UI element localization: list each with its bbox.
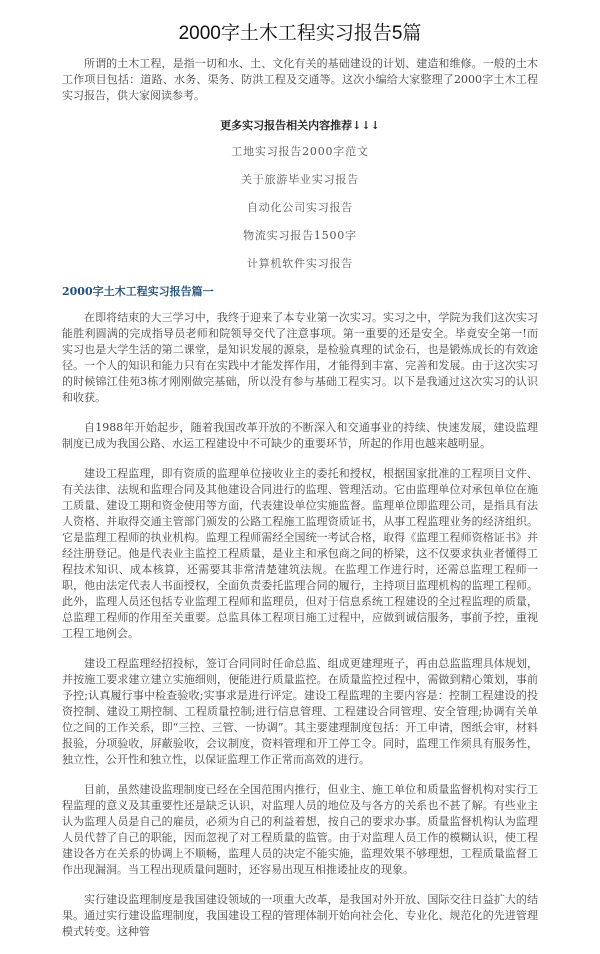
section-heading: 2000字土木工程实习报告篇一	[62, 285, 214, 298]
body-paragraph: 目前，虽然建设监理制度已经在全国范围内推行，但业主、施工单位和质量监督机构对实行工程监理的意义及其重要性还是缺乏认识，对监理人员的地位及与各方的关系也不甚了解。有些业主认为监理人员是自己的雇员，必须为自己的利益着想，按自己的要求办事。质量监督机构认为监理人员代替了自己的职能，因而忽视了对工程质量的监管。由于对监理人员工作的模糊认识，使工程建设各方在关系的协调上不顺畅，监理人员的决定不能实施，监理效果不够理想，工程质量监督工作出现漏洞。当工程出现质量问题时，还容易出现互相推诿扯皮的现象。	[62, 783, 538, 876]
body-paragraph: 建设工程监理，即有资质的监理单位接收业主的委托和授权，根据国家批准的工程项目文件、有关法律、法规和监理合同及其他建设合同进行的监理、管理活动。它由监理单位对承包单位在施工质量、建设工期和资金使用等方面，代表建设单位实施监督。监理单位即监理公司，是指具有法人资格、并取得交通主管部门颁发的公路工程施工监理资质证书，从事工程监理业务的经济组织。它是监理工程师的执业机构。监理工程师需经全国统一考试合格，取得《监理工程师资格证书》并经注册登记。他是代表业主监控工程质量，是业主和承包商之间的桥梁，这不仅要求执业者懂得工程技术知识、成本核算，还需要其非常清楚建筑法规。在监理工作进行时，还需总监理工程师一职，他由法定代表人书面授权，全面负责委托监理合同的履行，主持项目监理机构的监理工程师。此外，监理人员还包括专业监理工程师和监理员，但对于信息系统工程建设的全过程监理的质量，总监理工程师的作用至关重要。总监具体工程项目施工过程中，应做到诚信服务，事前予控，重视工程工地例会。	[62, 467, 538, 640]
recommendation-link[interactable]: 自动化公司实习报告	[246, 201, 354, 214]
document-title: 2000字土木工程实习报告5篇	[178, 23, 422, 44]
recommendation-link[interactable]: 物流实习报告1500字	[243, 229, 357, 242]
body-paragraph: 自1988年开始起步，随着我国改革开放的不断深入和交通事业的持续、快速发展，建设监理制度已成为我国公路、水运工程建设中不可缺少的重要环节，所起的作用也越来越明显。	[62, 421, 538, 450]
document-page	[62, 0, 538, 940]
body-paragraph: 实行建设监理制度是我国建设领域的一项重大改革，是我国对外开放、国际交往日益扩大的结果。通过实行建设监理制度，我国建设工程的管理体制开始向社会化、专业化、规范化的先进管理模式转变。这种管	[62, 893, 538, 938]
recommendation-link[interactable]: 计算机软件实习报告	[246, 257, 354, 270]
intro-paragraph: 所谓的土木工程，是指一切和水、土、文化有关的基础建设的计划、建造和维修。一般的土木工作项目包括：道路、水务、渠务、防洪工程及交通等。这次小编给大家整理了2000字土木工程实习报告，供大家阅读参考。	[62, 57, 538, 102]
recommendation-link[interactable]: 关于旅游毕业实习报告	[241, 173, 359, 186]
body-paragraph: 在即将结束的大三学习中，我终于迎来了本专业第一次实习。实习之中，学院为我们这次实习能胜利圆满的完成指导员老师和院领导交代了注意事项。第一重要的还是安全。毕竟安全第一!而实习也是大学生活的第二课堂，是知识发展的源泉，是检验真理的试金石，也是锻炼成长的有效途径。一个人的知识和能力只有在实践中才能发挥作用，才能得到丰富、完善和发展。由于这次实习的时候锦江佳苑3栋才刚刚做完基础，所以没有参与基础工程实习。以下是我通过这次实习的认识和收获。	[62, 311, 538, 404]
recommendation-link[interactable]: 工地实习报告2000字范文	[231, 145, 369, 158]
more-recommendations-heading: 更多实习报告相关内容推荐↓↓↓	[220, 119, 380, 132]
body-paragraph: 建设工程监理经招投标，签订合同同时任命总监、组成更建理班子，再由总监监理具体规划，并按施工要求建立建立实施细则，便能进行质量监控。在质量监控过程中，需做到精心策划，事前予控;认真履行事中检查验收;实事求是进行评定。建设工程监理的主要内容是：控制工程建设的投资控制、建设工期控制、工程质量控制;进行信息管理、工程建设合同管理、安全管理;协调有关单位之间的工作关系，即“三控、三管、一协调”。其主要建理制度包括：开工申请，图纸会审，材料报验，分项验收，屏蔽验收，会议制度，资料管理和开工停工令。同时，监理工作须具有服务性，独立性，公开性和独立性，以保证监理工作正常而高效的进行。	[62, 657, 538, 766]
